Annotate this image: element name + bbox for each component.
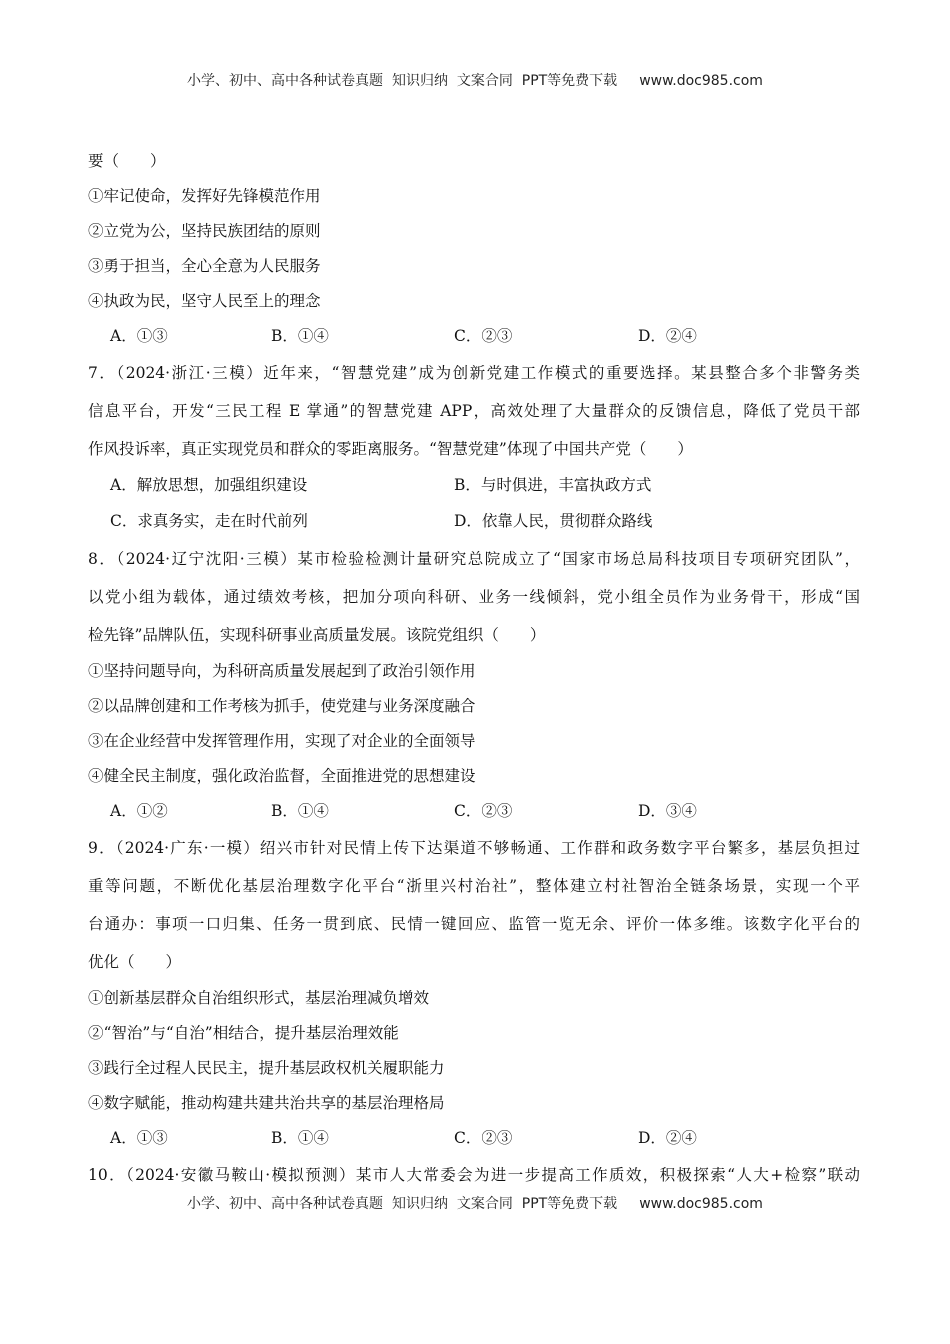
q8-stem-line-1: 8．（2024·辽宁沈阳·三模）某市检验检测计量研究总院成立了“国家市场总局科技项目专项研究团队”，	[88, 550, 860, 568]
q9-item-1: ①创新基层群众自治组织形式，基层治理减负增效	[88, 989, 430, 1007]
q8-stem-line-2: 以党小组为载体，通过绩效考核，把加分项向科研、业务一线倾斜，党小组全员作为业务骨干，形成“国	[88, 588, 860, 606]
q8-option-a[interactable]: A．①②	[110, 802, 168, 820]
q8-item-1: ①坚持问题导向，为科研高质量发展起到了政治引领作用	[88, 662, 476, 680]
q6-stem-tail: 要（ ）	[88, 152, 166, 170]
q10-stem-line-1: 10．（2024·安徽马鞍山·模拟预测）某市人大常委会为进一步提高工作质效，积极探索“人大+检察”联动	[88, 1166, 860, 1184]
q8-item-3: ③在企业经营中发挥管理作用，实现了对企业的全面领导	[88, 732, 476, 750]
q9-item-4: ④数字赋能，推动构建共建共治共享的基层治理格局	[88, 1094, 445, 1112]
q9-item-3: ③践行全过程人民民主，提升基层政权机关履职能力	[88, 1059, 445, 1077]
q6-option-a[interactable]: A．①③	[110, 327, 168, 345]
q7-options-row-1	[88, 468, 860, 504]
q9-options	[88, 1121, 860, 1156]
q8-option-d[interactable]: D．③④	[638, 802, 697, 820]
q9-option-b[interactable]: B．①④	[271, 1129, 329, 1147]
q6-item-1: ①牢记使命，发挥好先锋模范作用	[88, 187, 321, 205]
q6-option-d[interactable]: D．②④	[638, 327, 697, 345]
q7-stem-line-1: 7．（2024·浙江·三模）近年来，“智慧党建”成为创新党建工作模式的重要选择。某县整合多个非警务类	[88, 364, 860, 382]
q8-option-c[interactable]: C．②③	[454, 802, 513, 820]
q9-stem-line-4: 优化（ ）	[88, 953, 182, 971]
footer-site[interactable]: www.doc985.com	[639, 1196, 763, 1212]
q7-options-row-2	[88, 504, 860, 540]
q7-option-a[interactable]: A．解放思想，加强组织建设	[110, 476, 308, 494]
q8-option-b[interactable]: B．①④	[271, 802, 329, 820]
q8-item-4: ④健全民主制度，强化政治监督，全面推进党的思想建设	[88, 767, 476, 785]
q6-item-3: ③勇于担当，全心全意为人民服务	[88, 257, 321, 275]
q9-item-2: ②“智治”与“自治”相结合，提升基层治理效能	[88, 1024, 399, 1042]
q6-option-b[interactable]: B．①④	[271, 327, 329, 345]
page-header	[0, 70, 950, 90]
q7-stem-line-2: 信息平台，开发“三民工程 E 掌通”的智慧党建 APP，高效处理了大量群众的反馈信息，降低了党员干部	[88, 402, 860, 420]
q8-item-2: ②以品牌创建和工作考核为抓手，使党建与业务深度融合	[88, 697, 476, 715]
q7-option-b[interactable]: B．与时俱进，丰富执政方式	[454, 476, 652, 494]
q6-item-2: ②立党为公，坚持民族团结的原则	[88, 222, 321, 240]
q9-option-d[interactable]: D．②④	[638, 1129, 697, 1147]
header-text: 小学、初中、高中各种试卷真题 知识归纳 文案合同 PPT等免费下载	[187, 73, 618, 89]
q9-stem-line-3: 台通办：事项一口归集、任务一贯到底、民情一键回应、监管一览无余、评价一体多维。该数字化平台的	[88, 915, 860, 933]
q8-options	[88, 794, 860, 829]
q7-option-d[interactable]: D．依靠人民，贯彻群众路线	[454, 512, 653, 530]
page-footer	[0, 1193, 950, 1213]
q9-option-a[interactable]: A．①③	[110, 1129, 168, 1147]
q9-option-c[interactable]: C．②③	[454, 1129, 513, 1147]
q6-options	[88, 319, 860, 354]
q7-stem-line-3: 作风投诉率，真正实现党员和群众的零距离服务。“智慧党建”体现了中国共产党（ ）	[88, 440, 693, 458]
q8-stem-line-3: 检先锋”品牌队伍，实现科研事业高质量发展。该院党组织（ ）	[88, 626, 546, 644]
q6-option-c[interactable]: C．②③	[454, 327, 513, 345]
question-content	[88, 144, 860, 1194]
q9-stem-line-1: 9．（2024·广东·一模）绍兴市针对民情上传下达渠道不够畅通、工作群和政务数字平台繁多，基层负担过	[88, 839, 860, 857]
footer-text: 小学、初中、高中各种试卷真题 知识归纳 文案合同 PPT等免费下载	[187, 1196, 618, 1212]
q9-stem-line-2: 重等问题，不断优化基层治理数字化平台“浙里兴村治社”，整体建立村社智治全链条场景，实现一个平	[88, 877, 860, 895]
q7-option-c[interactable]: C．求真务实，走在时代前列	[110, 512, 308, 530]
header-site[interactable]: www.doc985.com	[639, 73, 763, 89]
q6-item-4: ④执政为民，坚守人民至上的理念	[88, 292, 321, 310]
